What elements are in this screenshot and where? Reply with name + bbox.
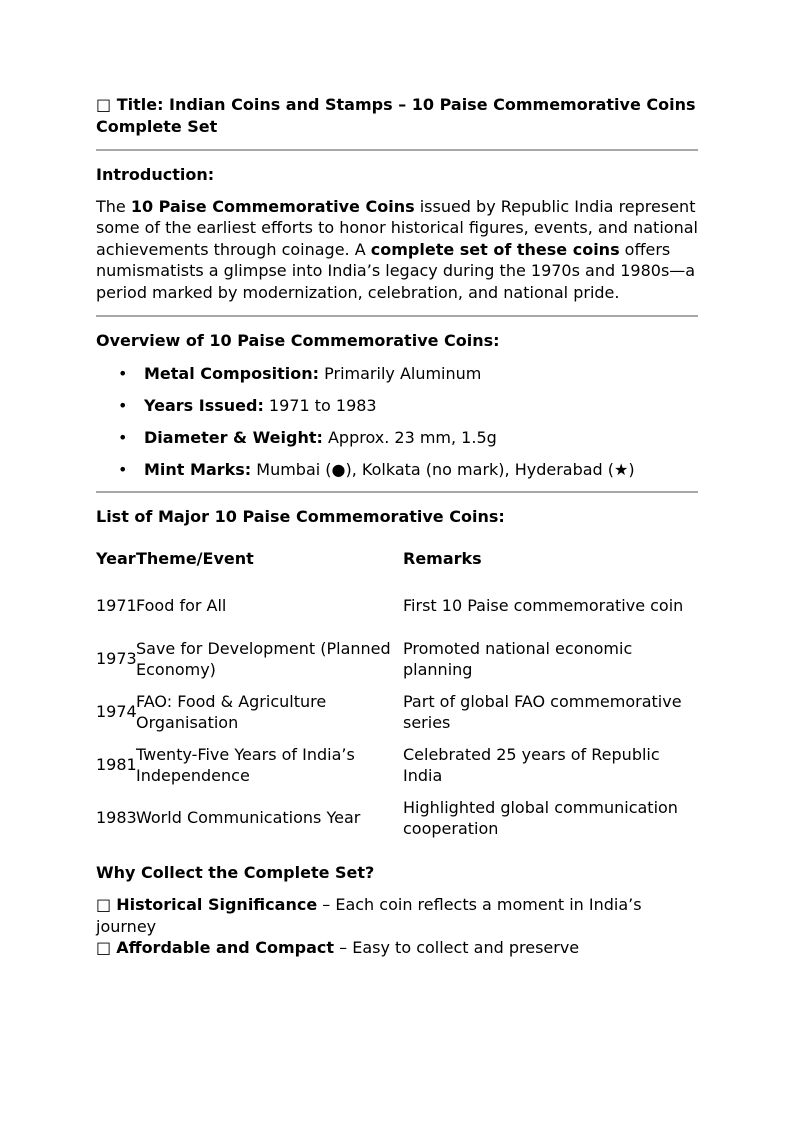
cell-remarks: Promoted national economic planning	[403, 638, 633, 679]
bullet-icon: •	[118, 427, 128, 447]
why-item-label: Historical Significance	[116, 895, 318, 914]
table-row	[96, 739, 698, 792]
overview-item-label: Diameter & Weight:	[144, 427, 323, 447]
cell-remarks: First 10 Paise commemorative coin	[403, 596, 684, 616]
why-item	[96, 894, 698, 937]
cell-remarks: Celebrated 25 years of Republic India	[403, 744, 660, 785]
intro-text-3: offers numismatists a glimpse into India’s legacy during the 1970s and 1980s—a period marked by modernization, celebration, and national pride.	[96, 239, 696, 302]
cell-theme: Save for Development (Planned Economy)	[136, 638, 391, 679]
page-title	[96, 94, 698, 137]
intro-bold-2: complete set of these coins	[370, 239, 620, 259]
bullet-icon: •	[118, 363, 128, 383]
missing-glyph-icon: □	[96, 95, 112, 114]
list-item	[96, 427, 698, 449]
table-row	[96, 686, 698, 739]
divider	[96, 315, 698, 317]
column-header-year: Year	[96, 548, 136, 568]
table-row	[96, 580, 698, 633]
overview-item-value: Mumbai (●), Kolkata (no mark), Hyderabad (★)	[251, 459, 635, 479]
cell-year: 1981	[96, 755, 137, 775]
cell-year: 1974	[96, 702, 137, 722]
overview-item-value: 1971 to 1983	[263, 395, 377, 415]
bullet-icon: •	[118, 459, 128, 479]
list-item	[96, 459, 698, 481]
cell-theme: FAO: Food & Agriculture Organisation	[136, 691, 327, 732]
divider	[96, 149, 698, 151]
bullet-icon: •	[118, 395, 128, 415]
intro-text-1: The	[96, 196, 131, 216]
overview-heading: Overview of 10 Paise Commemorative Coins:	[96, 331, 500, 350]
overview-item-value: Approx. 23 mm, 1.5g	[322, 427, 497, 447]
table-header-row	[96, 538, 698, 580]
overview-item-label: Mint Marks:	[144, 459, 252, 479]
cell-theme: Food for All	[136, 596, 227, 616]
why-item	[96, 937, 698, 959]
missing-glyph-icon: □	[96, 938, 112, 957]
missing-glyph-icon: □	[96, 895, 112, 914]
table-row	[96, 792, 698, 845]
page-title-text: Title: Indian Coins and Stamps – 10 Paise Commemorative Coins Complete Set	[96, 95, 696, 136]
cell-remarks: Highlighted global communication cooperation	[403, 797, 678, 838]
cell-year: 1971	[96, 596, 137, 616]
introduction-heading: Introduction:	[96, 165, 215, 184]
why-item-text: – Easy to collect and preserve	[334, 938, 580, 957]
overview-item-label: Metal Composition:	[144, 363, 320, 383]
column-header-remarks: Remarks	[403, 548, 482, 568]
why-item-label: Affordable and Compact	[116, 938, 335, 957]
cell-theme: World Communications Year	[136, 808, 361, 828]
cell-year: 1983	[96, 808, 137, 828]
intro-bold-1: 10 Paise Commemorative Coins	[130, 196, 415, 216]
table-row	[96, 633, 698, 686]
overview-list	[96, 363, 698, 481]
coins-table	[96, 538, 698, 845]
cell-theme: Twenty-Five Years of India’s Independence	[136, 744, 355, 785]
divider	[96, 491, 698, 493]
cell-year: 1973	[96, 649, 137, 669]
overview-item-label: Years Issued:	[144, 395, 264, 415]
why-heading: Why Collect the Complete Set?	[96, 862, 375, 882]
document-page	[96, 94, 698, 959]
coin-list-heading: List of Major 10 Paise Commemorative Coins:	[96, 507, 505, 526]
list-item	[96, 395, 698, 417]
list-item	[96, 363, 698, 385]
column-header-theme: Theme/Event	[136, 548, 254, 568]
cell-remarks: Part of global FAO commemorative series	[403, 691, 682, 732]
overview-item-value: Primarily Aluminum	[319, 363, 482, 383]
intro-text-2: issued by Republic India represent some of the earliest efforts to honor historical figures, events, and national achievements through coinage. A	[96, 196, 698, 259]
introduction-paragraph	[96, 196, 698, 304]
why-item-text: – Each coin reflects a moment in India’s journey	[96, 895, 642, 936]
